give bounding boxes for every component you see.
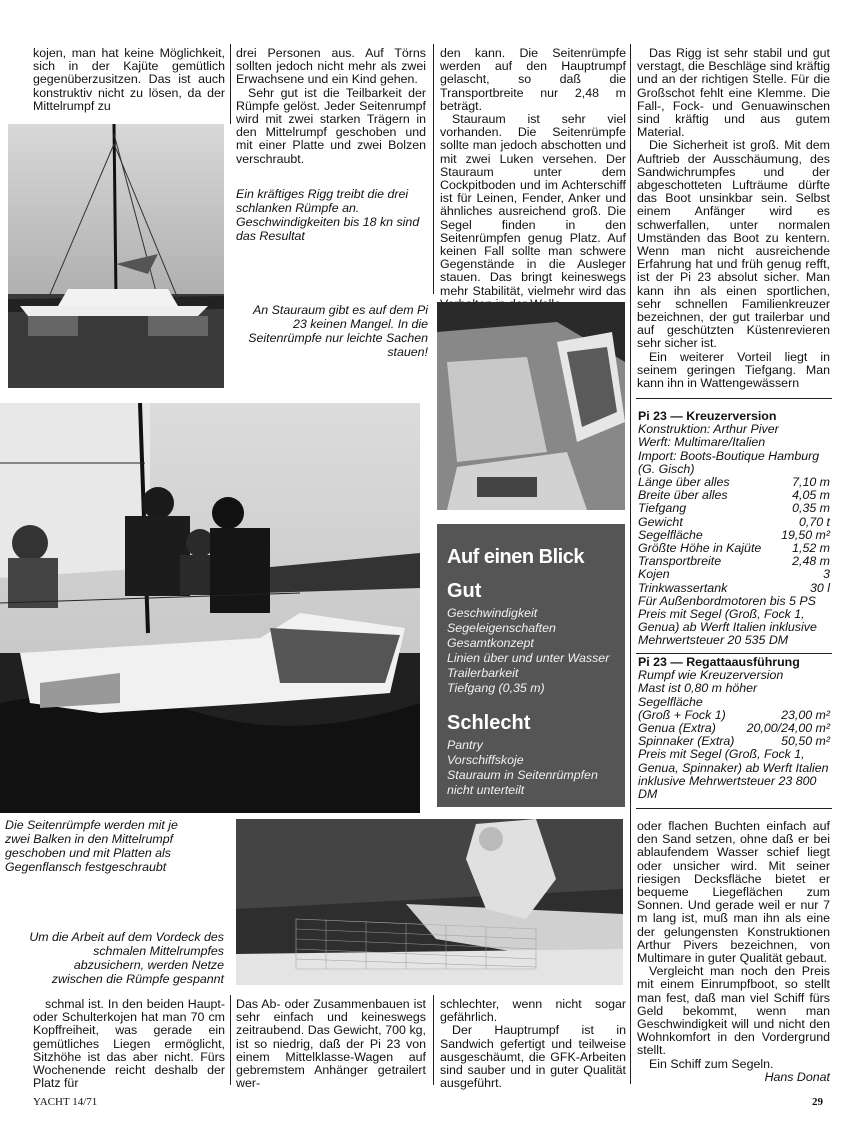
paragraph: Der Hauptrumpf ist in Sandwich gefertigt und teilweise ausgeschäumt, die GFK-Arbeiten sind sauber und in guter Qualität ausgeführt. [440,1023,626,1091]
paragraph: Das Ab- oder Zusammenbauen ist sehr einfach und keineswegs zeitraubend. Das Gewicht, 700 kg, ist so niedrig, daß der Pi 23 von einem Mittelklasse-Wagen auf gebremstem Anhänger getrailert wer- [236,997,426,1091]
spec-value: 50,50 m² [781,734,830,749]
column-rule-5 [433,995,434,1085]
spec-heading: Pi 23 — Regattaausführung [638,655,800,669]
spec-line: Werft: Multimare/Italien [638,435,766,450]
spec-label: Kojen [638,567,670,582]
spec-row [638,582,830,595]
article-column-4-bottom [637,820,830,1084]
spec-rows [638,709,830,749]
paragraph: Das Rigg ist sehr stabil und gut verstagt, die Beschläge sind kräftig und an der richtigen Stelle. Für die Großschot fehlt eine Klemme. Die Fall-, Fock- und Genuawinschen sind kräftig und aus gutem Material. [637,46,830,140]
author: Hans Donat [764,1069,830,1084]
spec-line: Rumpf wie Kreuzerversion [638,668,784,683]
spec-rows [638,476,830,595]
spec-value: 3 [823,567,830,582]
article-column-2-top [236,47,426,166]
spec-label: Gewicht [638,514,683,529]
article-column-3-bottom [440,998,626,1090]
summary-bad-label: Schlecht [447,712,531,734]
photo-stauraum [437,302,625,510]
caption-netze: Um die Arbeit auf dem Vordeck des schmalen Mittelrumpfes abzusichern, werden Netze zwischen die Rümpfe gespannt [29,930,224,986]
column-rule-1 [230,44,231,124]
article-column-1-top [33,47,225,113]
column-rule-2 [433,44,434,294]
spec-line: Mast ist 0,80 m höher [638,681,758,696]
list-item: Geschwindigkeit [447,606,538,620]
paragraph: Vergleicht man noch den Preis mit einem Einrumpfboot, so stellt man fest, daß man viel Schiff fürs Geld bekommt, wenn man Geschwindigkeit will und nicht den Wohnkomfort in den Vordergrund stellt. [637,964,830,1058]
spec-label: Trinkwassertank [638,580,728,595]
spec-row [638,502,830,515]
spec-value: 19,50 m² [781,527,830,542]
spec-label: Spinnaker (Extra) [638,734,735,749]
list-item: Stauraum in Seitenrümpfen nicht unterteilt [447,768,598,797]
spec-label: Transportbreite [638,554,722,569]
spec-rule-2 [636,653,832,654]
caption-stauraum: An Stauraum gibt es auf dem Pi 23 keinen Mangel. In die Seitenrümpfe nur leichte Sachen stauen! [248,303,428,359]
column-rule-3 [630,44,631,1084]
paragraph: kojen, man hat keine Möglichkeit, sich in der Kajüte gemütlich gegenüberzusitzen. Das ist auch konstruktiv nicht zu lösen, da der Mittelrumpf zu [33,46,225,113]
photo-trimaran-rigg [8,124,224,388]
spec-label: Tiefgang [638,501,687,516]
spec-label: Größte Höhe in Kajüte [638,541,762,556]
spec-label: Länge über alles [638,475,730,490]
spec-label: (Groß + Fock 1) [638,707,726,722]
paragraph: schlechter, wenn nicht sogar gefährlich. [440,997,626,1025]
spec-value: 7,10 m [792,475,830,490]
list-item: Vorschiffskoje [447,753,524,767]
spec-value: 0,35 m [792,501,830,516]
spec-rule-3 [636,808,832,809]
paragraph: drei Personen aus. Auf Törns sollten jedoch nicht mehr als zwei Erwachsene und ein Kind gehen. [236,46,426,87]
paragraph: Sehr gut ist die Teilbarkeit der Rümpfe gelöst. Jeder Seitenrumpf wird mit zwei starken Trägern in den Mittelrumpf geschoben und mit einer Platte und zwei Bolzen verschraubt. [236,85,426,166]
article-column-1-bottom [33,998,225,1090]
list-item: Segeleigenschaften [447,621,556,635]
photo-netze [236,819,623,985]
spec-regattaausfuehrung [638,656,830,801]
spec-label: Genua (Extra) [638,721,716,736]
footer-magazine: YACHT 14/71 [33,1096,98,1108]
spec-line: Preis mit Segel (Groß, Fock 1, Genua, Spinnaker) ab Werft Italien inklusive Mehrwertsteuer 23 800 DM [638,747,829,802]
list-item: Linien über und unter Wasser [447,651,610,665]
summary-bad-list [447,738,622,798]
list-item: Gesamtkonzept [447,636,534,650]
article-column-4-top [637,47,830,390]
paragraph: Stauraum ist sehr viel vorhanden. Die Seitenrümpfe sollte man jedoch abschotten und mit zwei Luken versehen. Der Stauraum unter dem Cockpitboden und im Achterschiff ist für Leinen, Fender, Anker und ähnliches ausreichend groß. Die Segel finden in den Seitenrümpfen genug Platz. Auf keinen Fall sollte man schwere Gegenstände in die Ausleger stauen. Das bringt keineswegs mehr Stabilität, vielmehr wird das [440,112,626,298]
paragraph: den kann. Die Seitenrümpfe werden auf den Hauptrumpf gelascht, so daß die Transportbreite nur 2,48 m beträgt. [440,46,626,113]
spec-row [638,516,830,529]
spec-row [638,568,830,581]
footer-page-number: 29 [812,1096,823,1108]
spec-value: 30 l [810,580,830,595]
summary-box [437,524,625,807]
photo-sailing-crew [0,403,420,813]
list-item: Tiefgang (0,35 m) [447,681,545,695]
spec-line: Für Außenbordmotoren bis 5 PS [638,593,816,608]
summary-good-list [447,606,622,696]
column-rule-4 [230,995,231,1085]
paragraph: oder flachen Buchten einfach auf den Sand setzen, ohne daß er bei ablaufendem Wasser schief liegt oder unsicher wird. Mit seiner riesigen Decksfläche bietet er bequeme Liegeflächen zum Sonnen. Und gerade weil er nur 7 m lang ist, muß man ihn als eine der gelungensten Konstruktionen Arthur Pivers bezeichnen, von Multimare in guter Qualität gebaut. [637,819,830,966]
article-column-2-bottom [236,998,426,1090]
list-item: Trailerbarkeit [447,666,519,680]
summary-good-label: Gut [447,580,482,602]
spec-value: 23,00 m² [781,707,830,722]
spec-line: Import: Boots-Boutique Hamburg (G. Gisch) [638,448,820,476]
article-column-3-top [440,47,626,311]
spec-value: 4,05 m [792,488,830,503]
spec-value: 2,48 m [792,554,830,569]
spec-value: 1,52 m [792,541,830,556]
spec-value: 0,70 t [798,514,830,529]
paragraph: Ein weiterer Vorteil liegt in seinem geringen Tiefgang. Man kann ihn in Wattengewässern [637,349,830,391]
spec-kreuzerversion [638,410,830,648]
caption-rigg: Ein kräftiges Rigg treibt die drei schlanken Rümpfe an. Geschwindigkeiten bis 18 kn sind das Resultat [236,187,420,243]
paragraph: schmal ist. In den beiden Haupt- oder Schulterkojen hat man 70 cm Kopffreiheit, was gerade ein gemütliches Liegen ermöglicht, Sitzhöhe ist das aber nicht. Fürs Wochenende reicht deshalb der Platz für [33,997,225,1091]
paragraph: Die Sicherheit ist groß. Mit dem Auftrieb der Ausschäumung, des Sandwichrumpfes und der abgeschotteten Lufträume dürfte das Boot unsinkbar sein. Selbst einem Anfänger wird es schwerfallen, unter normalen Umständen das Boot zu kentern. Wenn man nicht ausreichende Erfahrung hat und früh genug refft, ist der Pi 23 absolut sicher. Man kann ihn als einen sportlichen, sehr schnellen Familienkreuzer bezeichnen, der gut trailerbar und auf geschützten Küstenrevieren sehr sicher ist. [637,138,830,351]
spec-line: Preis mit Segel (Groß, Fock 1, Genua) ab Werft Italien inklusive Mehrwertsteuer 20 535 DM [638,607,817,648]
spec-label: Breite über alles [638,488,728,503]
caption-balken: Die Seitenrümpfe werden mit je zwei Balken in den Mittelrumpf geschoben und mit Platten als Gegenflansch festgeschraubt [5,818,178,874]
spec-line: Segelfläche [638,694,703,709]
spec-heading: Pi 23 — Kreuzerversion [638,409,777,423]
spec-label: Segelfläche [638,527,703,542]
list-item: Pantry [447,738,483,752]
paragraph: Ein Schiff zum Segeln. [649,1056,774,1071]
spec-value: 20,00/24,00 m² [746,721,830,736]
spec-rule-1 [636,398,832,399]
spec-line: Konstruktion: Arthur Piver [638,422,779,437]
summary-title: Auf einen Blick [447,546,584,568]
